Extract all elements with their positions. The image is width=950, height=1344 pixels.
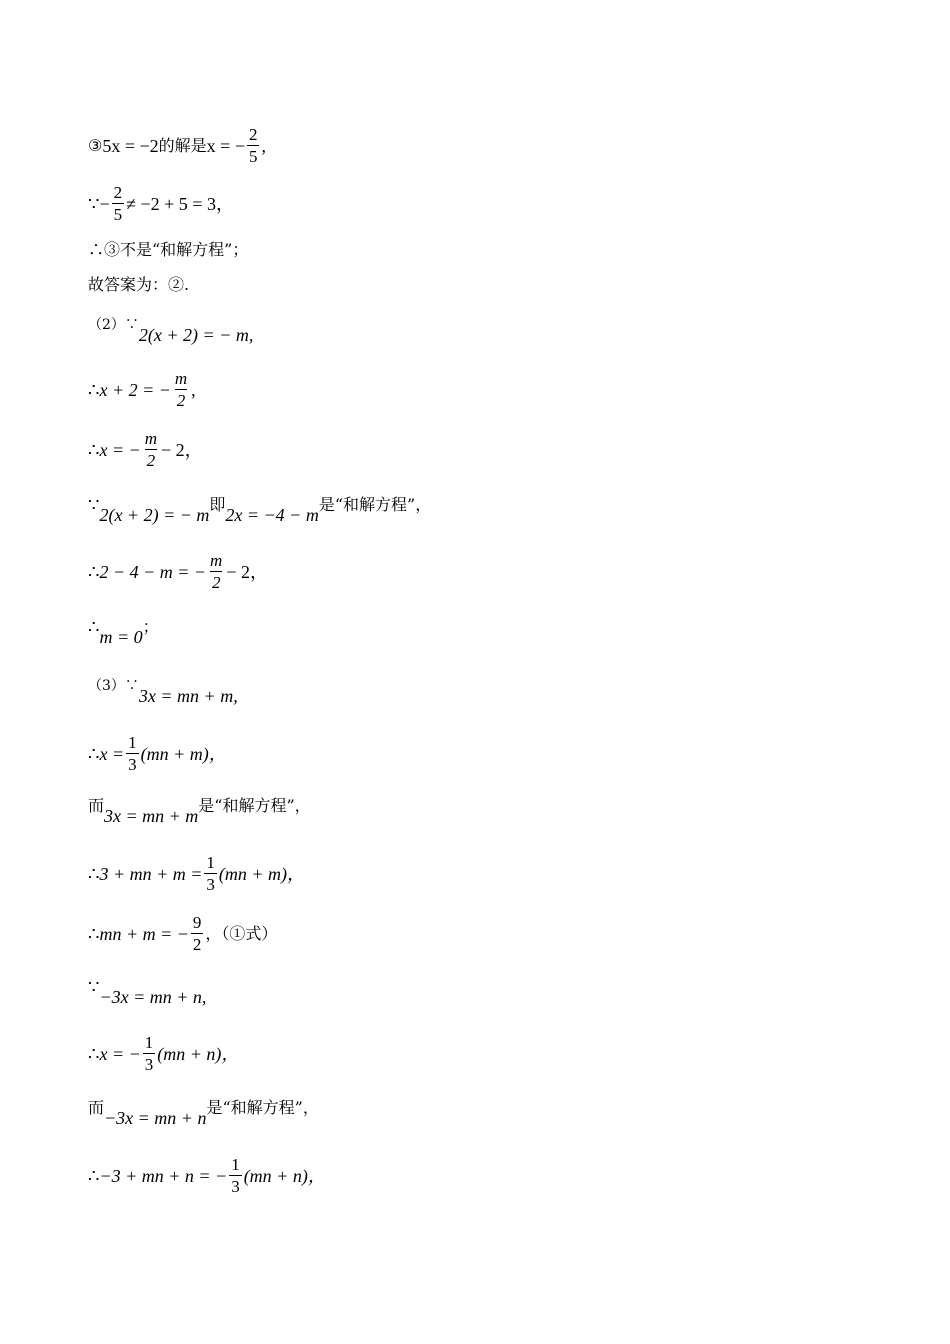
- line-14: [88, 854, 305, 893]
- text: 是“和解方程”，: [318, 495, 432, 514]
- line-4: [88, 277, 189, 293]
- denominator: 3: [206, 875, 215, 894]
- therefore-symbol: ∴: [88, 743, 100, 764]
- equation: x = −: [206, 135, 245, 156]
- line-13: [88, 796, 311, 826]
- fraction: [112, 184, 125, 223]
- line-8: [88, 495, 432, 525]
- line-11: [88, 677, 238, 706]
- conclusion-text: ∴③不是“和解方程”；: [88, 240, 249, 259]
- text: 是“和解方程”，: [198, 796, 311, 815]
- fraction: [191, 914, 204, 953]
- numerator: m: [210, 551, 223, 570]
- numerator: m: [144, 429, 158, 448]
- equation: m = 0: [99, 627, 143, 647]
- numerator: 2: [248, 125, 258, 144]
- line-18: [88, 1098, 319, 1128]
- equation: 3x = mn + m,: [138, 686, 238, 706]
- fraction: [204, 854, 217, 893]
- therefore-symbol: ∴: [88, 1043, 100, 1064]
- equation: (mn + m)，: [140, 743, 227, 764]
- text: 而: [88, 1098, 105, 1117]
- equation: 2 − 4 − m = −: [99, 561, 207, 582]
- equation: x = −: [99, 439, 141, 460]
- line-2: [88, 184, 234, 223]
- denominator: 5: [113, 205, 123, 224]
- text: 的解是: [158, 135, 207, 155]
- line-1: [88, 126, 266, 165]
- equation: (mn + n)，: [157, 1043, 240, 1064]
- line-5: [88, 316, 254, 345]
- line-6: [88, 370, 196, 409]
- numerator: 9: [192, 913, 202, 932]
- therefore-symbol: ∴: [88, 1165, 100, 1186]
- denominator: 2: [146, 451, 156, 470]
- circled-three: ③: [88, 135, 103, 155]
- denominator: 3: [231, 1177, 240, 1196]
- numerator: 1: [128, 733, 137, 752]
- part-label: （3）∵: [88, 678, 139, 694]
- denominator: 3: [128, 755, 137, 774]
- numerator: 1: [206, 853, 215, 872]
- equation: −3x = mn + n,: [99, 987, 207, 1007]
- line-12: [88, 734, 227, 773]
- line-3: [88, 242, 248, 258]
- equation: 3 + mn + m =: [99, 863, 203, 884]
- equation: ≠ −2 + 5 = 3，: [126, 193, 234, 214]
- because-symbol: ∵: [88, 193, 100, 214]
- answer-text: 故答案为：②.: [88, 275, 190, 294]
- part-label: （2）∵: [88, 317, 139, 333]
- therefore-symbol: ∴: [88, 379, 100, 400]
- denominator: 2: [176, 391, 186, 410]
- punct: ,: [261, 135, 266, 156]
- therefore-symbol: ∴: [88, 617, 100, 637]
- text: 即: [209, 495, 226, 514]
- numerator: 1: [144, 1033, 154, 1052]
- denominator: 2: [192, 935, 202, 954]
- equation: 5x = −2: [102, 135, 159, 156]
- equation-note: ，（①式）: [205, 923, 278, 943]
- because-symbol: ∵: [88, 495, 100, 515]
- denominator: 3: [144, 1055, 154, 1074]
- because-symbol: ∵: [88, 977, 100, 997]
- line-9: [88, 552, 268, 591]
- text: 是“和解方程”，: [206, 1098, 319, 1117]
- therefore-symbol: ∴: [88, 863, 100, 884]
- equation: mn + m = −: [99, 923, 189, 944]
- equation: x = −: [99, 1043, 141, 1064]
- denominator: 2: [211, 573, 221, 592]
- equation: 2(x + 2) = − m,: [138, 325, 254, 345]
- fraction: [143, 1034, 156, 1073]
- equation: 3x = mn + m: [104, 806, 199, 826]
- equation-tail: − 2，: [226, 561, 268, 582]
- therefore-symbol: ∴: [88, 923, 100, 944]
- therefore-symbol: ∴: [88, 439, 100, 460]
- line-16: [88, 977, 207, 1007]
- line-7: [88, 430, 203, 469]
- equation: x =: [99, 743, 125, 764]
- line-15: [88, 914, 277, 953]
- numerator: 2: [113, 183, 123, 202]
- equation: x + 2 = −: [99, 379, 171, 400]
- numerator: m: [174, 369, 188, 388]
- fraction: [229, 1156, 242, 1195]
- fraction: [126, 734, 139, 773]
- equation: 2x = −4 − m: [225, 505, 319, 525]
- punct: ；: [142, 617, 159, 636]
- equation: (mn + m)，: [218, 863, 306, 884]
- fraction: [173, 370, 189, 409]
- line-17: [88, 1034, 239, 1073]
- denominator: 5: [248, 147, 258, 166]
- line-10: [88, 617, 159, 647]
- punct: ,: [191, 379, 196, 400]
- fraction: [247, 126, 260, 165]
- numerator: 1: [231, 1155, 240, 1174]
- fraction: [143, 430, 159, 469]
- minus-sign: −: [99, 193, 110, 214]
- equation: 2(x + 2) = − m: [99, 505, 210, 525]
- equation: −3x = mn + n: [104, 1108, 207, 1128]
- therefore-symbol: ∴: [88, 561, 100, 582]
- fraction: [208, 552, 224, 591]
- text: 而: [88, 796, 105, 815]
- equation: −3 + mn + n = −: [99, 1165, 228, 1186]
- equation: (mn + n)，: [243, 1165, 326, 1186]
- equation-tail: − 2，: [161, 439, 203, 460]
- line-19: [88, 1156, 326, 1195]
